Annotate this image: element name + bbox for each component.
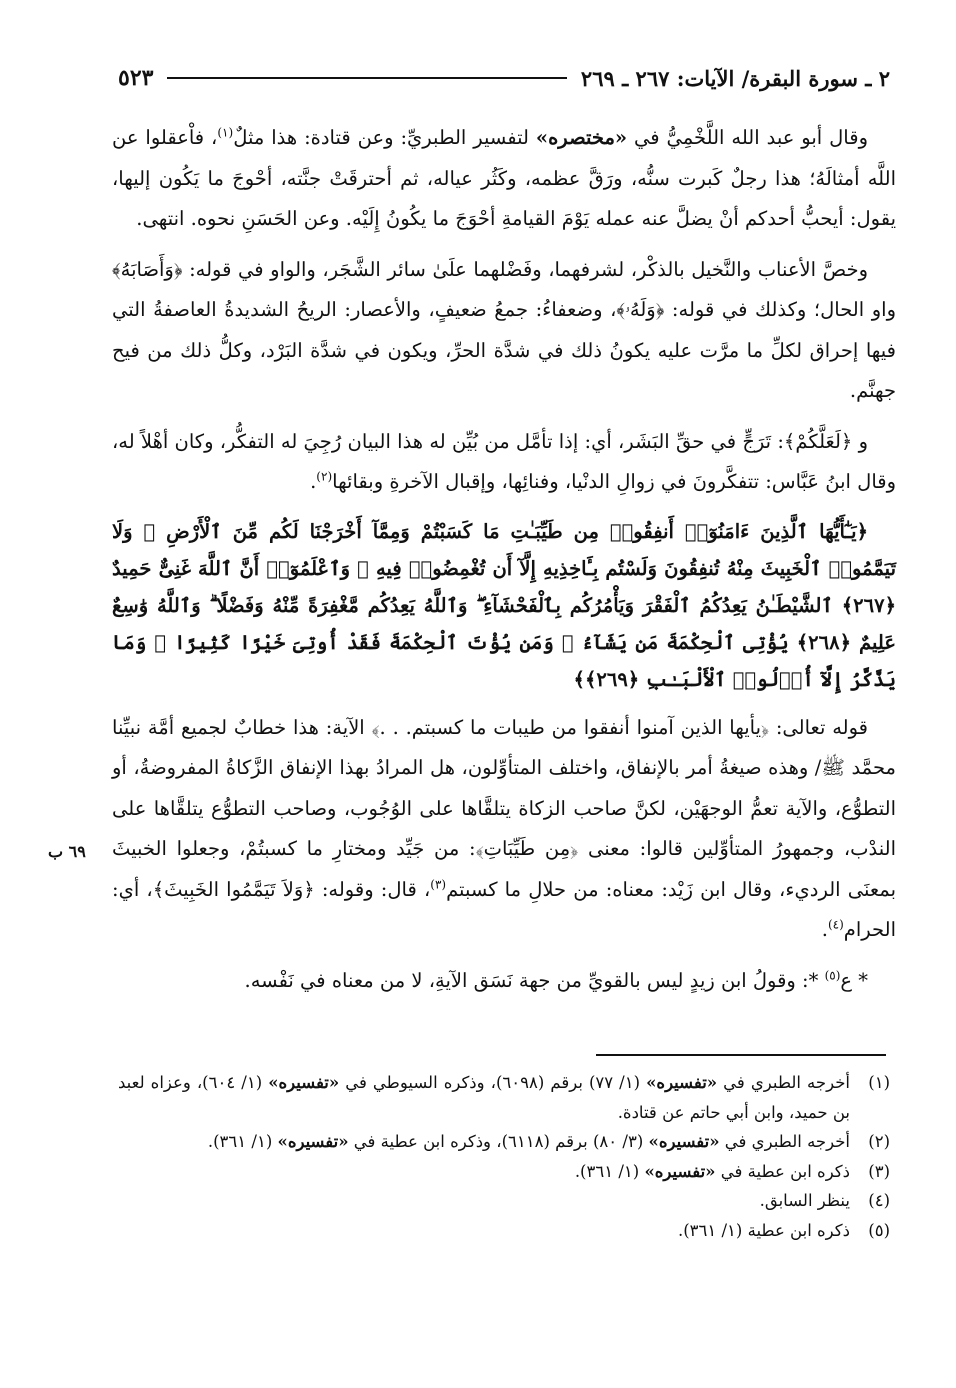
footnote-3: (٣) ذكره ابن عطية في «تفسيره» (١/ ٣٦١). xyxy=(118,1157,890,1187)
paragraph-ibn-zayd: * ع$^{(٥)}$ *: وقولُ ابن زيدٍ ليس بالقويِّ من جهة نَسَق الآيةِ، لا من معناه في نَفْسه. xyxy=(244,968,868,992)
footnote-number: (٢) xyxy=(868,1132,890,1151)
footnote-ref-1[interactable]: (١) xyxy=(217,125,234,140)
footnote-ref-3[interactable]: (٣) xyxy=(430,877,447,891)
paragraph-reflection: و ﴿لَعَلَّكُمْ﴾: تَرَجٍّ في حقِّ البَشَر، أي: إذا تأمَّل من بُيِّن له هذا البيان رُجِيَ له التفكُّر، وكان أهْلاً له، وقال ابنُ عَبَّاس: تتفكَّرونَ في زوالِ الدنْيا، وفنائِها، وإقبال الآخرةِ وبقائها$^{(٢)}$. xyxy=(112,429,896,493)
footnotes xyxy=(118,1068,890,1245)
footnote-number: (٤) xyxy=(868,1191,890,1210)
header-rule xyxy=(167,77,566,79)
footnote-ref-2[interactable]: (٢) xyxy=(316,469,333,484)
footnote-ref-4[interactable]: (٤) xyxy=(827,917,844,932)
running-title: ٢ ـ سورة البقرة/ الآيات: ٢٦٧ ـ ٢٦٩ xyxy=(580,65,890,91)
footnote-2: (٢) أخرجه الطبري في «تفسيره» (٣/ ٨٠) برقم (٦١١٨)، وذكره ابن عطية في «تفسيره» (١/ ٣٦١). xyxy=(118,1127,890,1157)
page-number: ٥٢٣ xyxy=(118,65,154,91)
footnote-number: (٣) xyxy=(868,1161,890,1181)
footnote-ref-5[interactable]: (٥) xyxy=(824,968,841,982)
footnote-1: (١) أخرجه الطبري في «تفسيره» (١/ ٧٧) برقم (٦٠٩٨)، وذكره السيوطي في «تفسيره» (١/ ٦٠٤)، وعزاه لعبد بن حميد، وابن أبي حاتم عن قتادة. xyxy=(118,1068,890,1127)
manuscript-folio-note: ٦٩ ب xyxy=(48,842,86,861)
footnote-number: (١) xyxy=(868,1073,890,1092)
main-text xyxy=(112,118,896,1001)
footnote-4: (٤) ينظر السابق. xyxy=(118,1186,890,1216)
quran-verses: ﴿يَـٰٓأَيُّهَا ٱلَّذِينَ ءَامَنُوٓا۟ أَنفِقُوا۟ مِن طَيِّبَـٰتِ مَا كَسَبْتُمْ وَمِمَّآ أَخْرَجْنَا لَكُم مِّنَ ٱلْأَرْضِ ۖ وَلَا تَيَمَّمُوا۟ ٱلْخَبِيثَ مِنْهُ تُنفِقُونَ وَلَسْتُم بِـَٔاخِذِيهِ إِلَّآ أَن تُغْمِضُوا۟ فِيهِ ۚ وَٱعْلَمُوٓا۟ أَنَّ ٱللَّهَ غَنِىٌّ حَمِيدٌ ﴿٢٦٧﴾ ٱلشَّيْطَـٰنُ يَعِدُكُمُ ٱلْفَقْرَ وَيَأْمُرُكُم بِٱلْفَحْشَآءِ ۖ وَٱللَّهُ يَعِدُكُم مَّغْفِرَةً مِّنْهُ وَفَضْلًا ۗ وَٱللَّهُ وَٰسِعٌ عَلِيمٌ ﴿٢٦٨﴾ يُؤْتِى ٱلْحِكْمَةَ مَن يَشَآءُ ۚ وَمَن يُؤْتَ ٱلْحِكْمَةَ فَقَدْ أُوتِىَ خَيْرًا كَثِيرًا ۗ وَمَا يَذَّكَّرُ إِلَّآ أُو۟لُوا۟ ٱلْأَلْبَـٰبِ ﴿٢٦٩﴾﴾ xyxy=(112,519,897,691)
footnote-number: (٥) xyxy=(868,1220,890,1240)
running-header xyxy=(118,58,890,98)
paragraph-commentary: قوله تعالى: ﴿يأيها الذين آمنوا أنفقوا من طيبات ما كسبتم. . .﴾ الآية: هذا خطابٌ لجميع أمَّة نبيِّنا محمَّد ﷺ/ وهذه صيغةُ أمر بالإنفاق، واختلف المتأوِّلون، هل المرادُ بهذا الإنفاق الزَّكاةُ المفروضةُ، أو التطوُّع، والآية تعمُّ الوجهَيْن، لكنَّ صاحب الزكاة يتلقَّاها على الوُجُوب، وصاحب التطوُّع يتلقَّاها على الندْب، وجمهورُ المتأوِّلين قالوا: معنى ﴿مِن طَيِّبَاتِ﴾: من جَيِّد ومختارِ ما كسبتُمْ، وجعلوا الخبيثَ بمعنَى الرديء، وقال ابن زَيْد: معناه: من حلالِ ما كسبتم$^{(٣)}$، قال: وقوله: ﴿وَلاَ تَيَمَّمُوا الخَبِيثَ﴾، أي: الحرام$^{(٤)}$. xyxy=(112,715,896,941)
footnote-separator xyxy=(596,1054,886,1056)
paragraph-qatada: وقال أبو عبد الله اللَّخْمِيُّ في «مختصره» لتفسير الطبريِّ: وعن قتادة: هذا مثلٌ$^{(١)}$، فاْعقلوا عن اللَّه أمثالَهُ؛ هذا رجلٌ كَبرت سنُّه، ورَقَّ عظمه، وكَثُر عياله، ثم أحترقَتْ جنَّته، أحْوجَ ما يَكُون إليها، يقول: أيحبُّ أحدكم أنْ يضلَّ عنه عمله يَوْمَ القيامةِ أحْوَجَ ما يكُونُ إِلَيْه. وعن الحَسَنِ نحوه. انتهى. xyxy=(112,125,896,230)
footnote-5: (٥) ذكره ابن عطية (١/ ٣٦١). xyxy=(118,1216,890,1246)
paragraph-grapes-palms: وخصَّ الأعناب والنَّخيل بالذكْر، لشرفهما، وفَضْلهما علَىٰ سائر الشَّجَر، والواو في قوله: ﴿وَأَصَابَهُ﴾ واو الحال؛ وكذلك في قوله: ﴿وَلَهُۥ﴾، وضعفاءُ: جمعُ ضعيفٍ، والأعصار: الريحُ الشديدةُ العاصفةُ التي فيها إحراق لكلِّ ما مرَّت عليه يكونُ ذلك في شدَّة الحرِّ، ويكون في شدَّة البَرْد، وكلُّ ذلك من فيح جهنَّم. xyxy=(112,257,896,402)
